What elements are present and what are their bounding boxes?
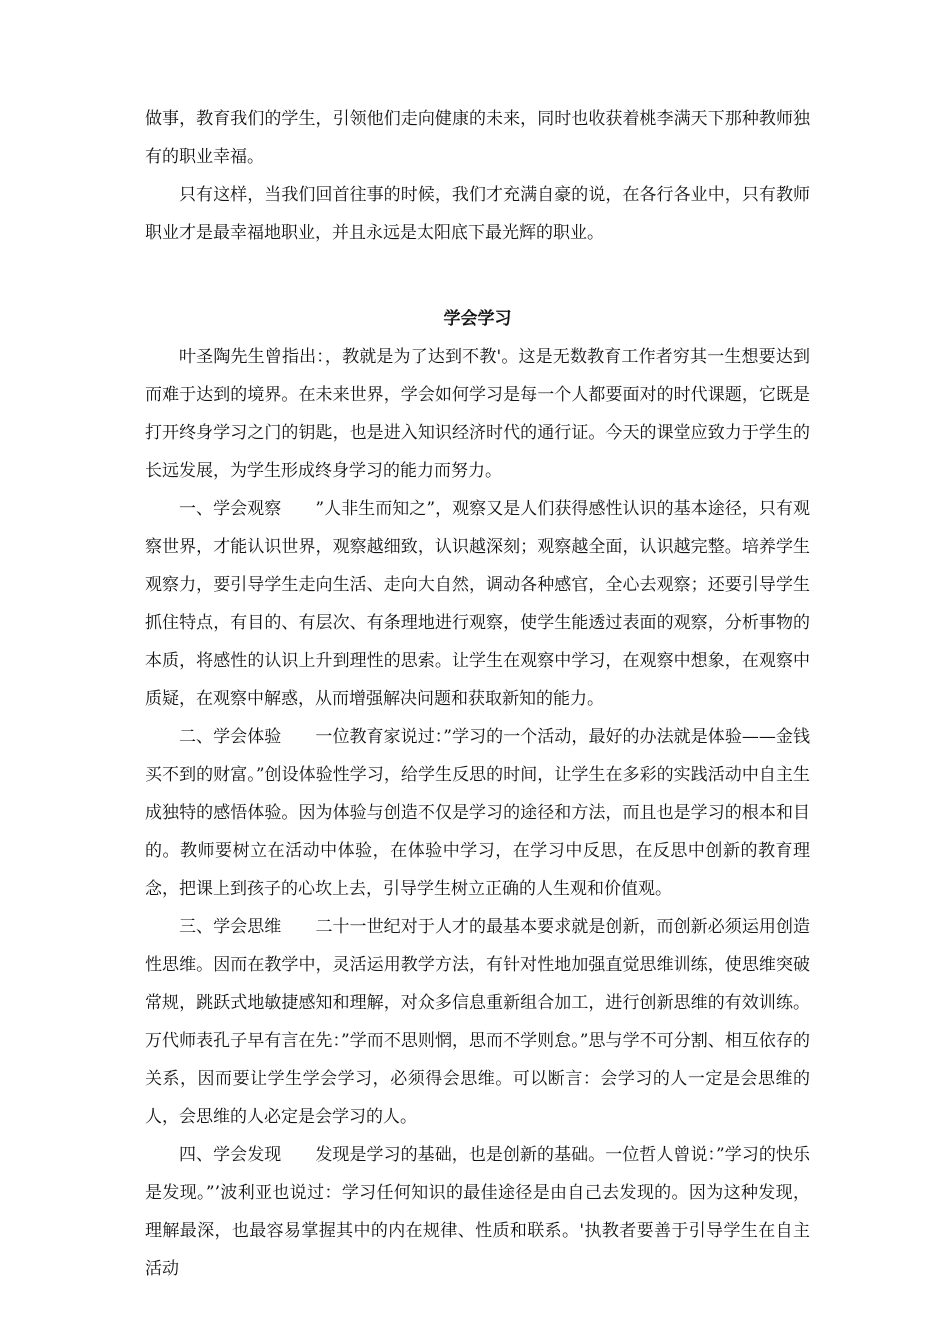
section-experience-paragraph: 二、学会体验 一位教育家说过：”学习的一个活动，最好的办法就是体验——金钱买不到的财富。”创设体验性学习，给学生反思的时间，让学生在多彩的实践活动中自主生成独特的感悟体验。因为体验与创造不仅是学习的途径和方法，而且也是学习的根本和目的。教师要树立在活动中体验，在体验中学习，在学习中反思，在反思中创新的教育理念，把课上到孩子的心坎上去，引导学生树立正确的人生观和价值观。 xyxy=(145,727,810,899)
section-discover-paragraph: 四、学会发现 发现是学习的基础，也是创新的基础。一位哲人曾说：”学习的快乐是发现。”’波利亚也说过：学习任何知识的最佳途径是由自己去发现的。因为这种发现，理解最深，也最容易掌握其中的内在规律、性质和联系。'执教者要善于引导学生在自主活动 xyxy=(145,1145,810,1279)
section-think-paragraph: 三、学会思维 二十一世纪对于人才的最基本要求就是创新，而创新必须运用创造性思维。因而在教学中，灵活运用教学方法，有针对性地加强直觉思维训练，使思维突破常规，跳跃式地敏捷感知和理解，对众多信息重新组合加工，进行创新思维的有效训练。 万代师表孔子早有言在先：”学而不思则惘，思而不学则怠。”思与学不可分割、相互依存的关系，因而要让学生学会学习，必须得会思维。可以断言：会学习的人一定是会思维的人，会思维的人必定是会学习的人。 xyxy=(145,917,810,1127)
article-title: 学会学习 xyxy=(443,309,512,329)
section-observe-paragraph: 一、学会观察 ”人非生而知之”，观察又是人们获得感性认识的基本途径，只有观察世界，才能认识世界，观察越细致，认识越深刻；观察越全面，认识越完整。培养学生观察力，要引导学生走向生活、走向大自然，调动各种感官，全心去观察；还要引导学生抓住特点，有目的、有层次、有条理地进行观察，使学生能透过表面的观察，分析事物的本质，将感性的认识上升到理性的思索。让学生在观察中学习，在观察中想象，在观察中质疑，在观察中解惑，从而增强解决问题和获取新知的能力。 xyxy=(145,499,810,709)
article-intro-paragraph: 叶圣陶先生曾指出：，教就是为了达到不教'。这是无数教育工作者穷其一生想要达到而难于达到的境界。在未来世界，学会如何学习是每一个人都要面对的时代课题，它既是打开终身学习之门的钥匙，也是进入知识经济时代的通行证。今天的课堂应致力于学生的长远发展，为学生形成终身学习的能力而努力。 xyxy=(145,347,810,481)
document-page xyxy=(145,100,810,1288)
intro-paragraph: 只有这样，当我们回首往事的时候，我们才充满自豪的说，在各行各业中，只有教师职业才是最幸福地职业，并且永远是太阳底下最光辉的职业。 xyxy=(145,185,810,243)
section-spacer xyxy=(145,252,810,300)
intro-paragraph-continued: 做事，教育我们的学生，引领他们走向健康的未来，同时也收获着桃李满天下那种教师独有的职业幸福。 xyxy=(145,109,810,167)
